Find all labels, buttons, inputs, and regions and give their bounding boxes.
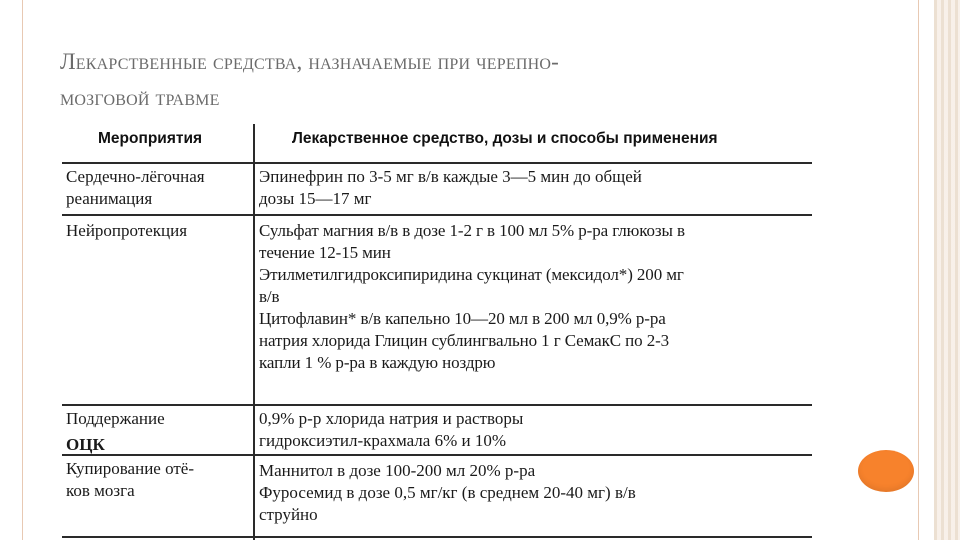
row-edema-drug: Маннитол в дозе 100-200 мл 20% р-ра Фуросемид в дозе 0,5 мг/кг (в среднем 20-40 мг) в/в струйно	[259, 461, 636, 524]
header-drugs: Лекарственное средство, дозы и способы применения	[292, 130, 718, 147]
slide-frame-left	[22, 0, 23, 540]
slide-frame-right	[918, 0, 919, 540]
row-cpr-drug: Эпинефрин по 3-5 мг в/в каждые 3—5 мин до общей дозы 15—17 мг	[259, 167, 642, 208]
row-rule	[62, 214, 812, 216]
row-bcv-event: Поддержание	[66, 409, 165, 428]
row-bcv-drug: 0,9% р-р хлорида натрия и растворы гидроксиэтил-крахмала 6% и 10%	[259, 409, 524, 450]
row-rule	[62, 454, 812, 456]
row-cpr-event: Сердечно-лёгочная реанимация	[66, 167, 205, 208]
column-divider	[253, 124, 255, 540]
row-neuroprotection-event: Нейропротекция	[66, 221, 188, 240]
header-rule	[62, 162, 812, 164]
row-bcv-event-extra: ОЦК	[66, 435, 105, 454]
drug-table	[62, 122, 812, 540]
header-events: Мероприятия	[98, 130, 203, 147]
table-bottom-rule	[62, 536, 812, 538]
row-neuroprotection-drug: Сульфат магния в/в в дозе 1-2 г в 100 мл 5% р-ра глюкозы в течение 12-15 мин Этилметилгидроксипиридина сукцинат (мексидол*) 200 мг в/в Цитофлавин* в/в капельно 10—20 мл в 200 мл 0,9% р-ра натрия хлорида Глицин сублингвально 1 г СемакС по 2-3 капли 1 % р-ра в каждую ноздрю	[259, 221, 685, 372]
decorative-orange-circle	[858, 450, 914, 492]
row-rule	[62, 404, 812, 406]
decorative-side-stripe	[934, 0, 960, 540]
row-edema-event: Купирование отё- ков мозга	[66, 459, 195, 500]
slide-title: Лекарственные средства, назначаемые при черепно- мозговой травме	[60, 49, 559, 110]
